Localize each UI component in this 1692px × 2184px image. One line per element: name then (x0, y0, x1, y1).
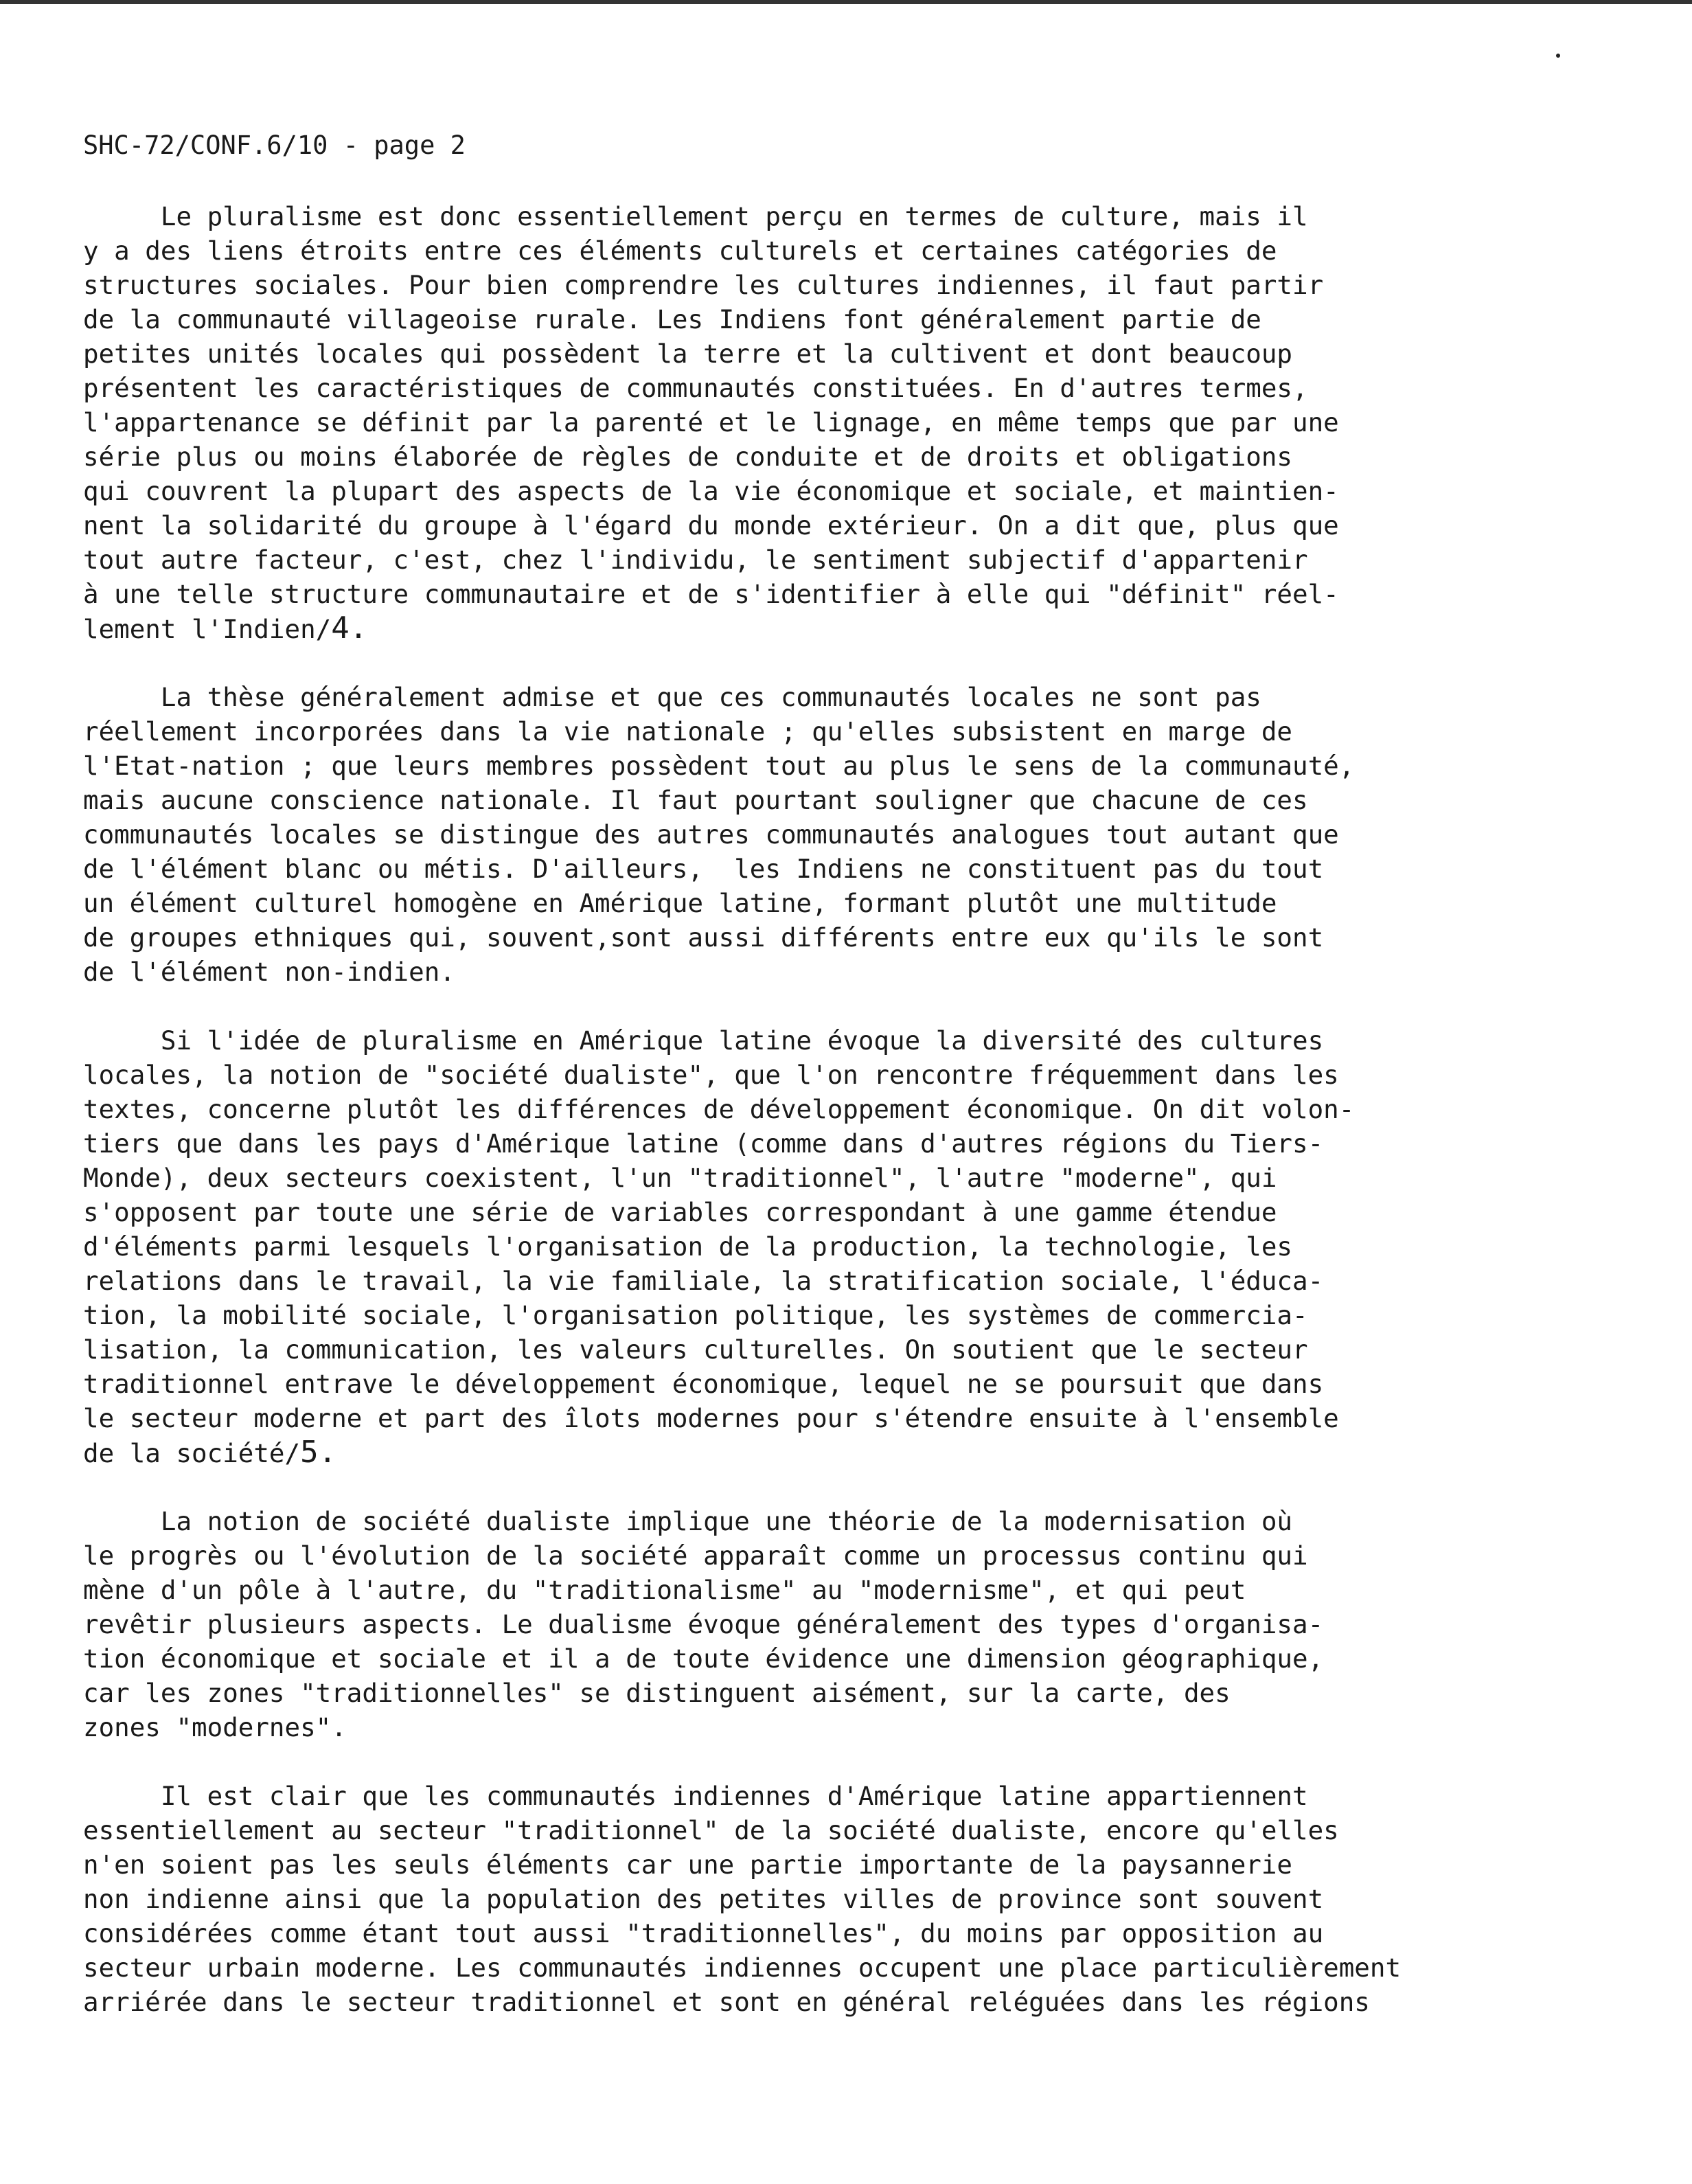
text-line: de la communauté villageoise rurale. Les Indiens font généralement partie de (83, 304, 1261, 334)
text-line: n'en soient pas les seuls éléments car une partie importante de la paysannerie (83, 1850, 1292, 1880)
text-line: le progrès ou l'évolution de la société apparaît comme un processus continu qui (83, 1540, 1308, 1571)
text-line: communautés locales se distingue des autres communautés analogues tout autant que (83, 819, 1339, 850)
text-line: non indienne ainsi que la population des petites villes de province sont souvent (83, 1884, 1324, 1914)
text-line: petites unités locales qui possèdent la terre et la cultivent et dont beaucoup (83, 339, 1292, 369)
text-line: Si l'idée de pluralisme en Amérique latine évoque la diversité des cultures (83, 1025, 1324, 1056)
text-line (83, 611, 1553, 646)
text-line: tout autre facteur, c'est, chez l'individu, le sentiment subjectif d'appartenir (83, 545, 1308, 575)
footnote-ref: 5. (300, 1435, 337, 1470)
text-line: présentent les caractéristiques de communautés constituées. En d'autres termes, (83, 373, 1308, 403)
text-line: réellement incorporées dans la vie nationale ; qu'elles subsistent en marge de (83, 716, 1292, 747)
text-line: locales, la notion de "société dualiste", que l'on rencontre fréquemment dans les (83, 1060, 1339, 1090)
text-line: l'appartenance se définit par la parenté et le lignage, en même temps que par une (83, 407, 1339, 437)
text-segment: de la société/ (83, 1438, 301, 1468)
paragraph-5 (83, 1779, 1553, 2019)
paragraph-1 (83, 199, 1553, 646)
text-line: traditionnel entrave le développement économique, lequel ne se poursuit que dans (83, 1369, 1324, 1399)
text-line: textes, concerne plutôt les différences de développement économique. On dit volon- (83, 1094, 1355, 1124)
text-line: mais aucune conscience nationale. Il faut pourtant souligner que chacune de ces (83, 785, 1308, 815)
text-line: y a des liens étroits entre ces éléments culturels et certaines catégories de (83, 236, 1277, 266)
page-header: SHC-72/CONF.6/10 - page 2 (83, 130, 466, 160)
text-line: revêtir plusieurs aspects. Le dualisme évoque généralement des types d'organisa- (83, 1609, 1324, 1639)
text-line: nent la solidarité du groupe à l'égard du monde extérieur. On a dit que, plus que (83, 510, 1339, 541)
text-line: tiers que dans les pays d'Amérique latine (comme dans d'autres régions du Tiers- (83, 1128, 1324, 1159)
text-line: La thèse généralement admise et que ces communautés locales ne sont pas (83, 682, 1261, 712)
text-line: à une telle structure communautaire et de s'identifier à elle qui "définit" réel- (83, 579, 1339, 609)
paragraph-4 (83, 1504, 1553, 1744)
text-line: mène d'un pôle à l'autre, du "traditionalisme" au "modernisme", et qui peut (83, 1575, 1246, 1605)
text-line: s'opposent par toute une série de variables correspondant à une gamme étendue (83, 1197, 1277, 1227)
text-line: zones "modernes". (83, 1712, 347, 1742)
text-line: le secteur moderne et part des îlots modernes pour s'étendre ensuite à l'ensemble (83, 1403, 1339, 1433)
text-line: de groupes ethniques qui, souvent,sont aussi différents entre eux qu'ils le sont (83, 922, 1324, 953)
text-line: secteur urbain moderne. Les communautés indiennes occupent une place particulièrement (83, 1953, 1402, 1983)
text-line: l'Etat-nation ; que leurs membres possèdent tout au plus le sens de la communauté, (83, 751, 1355, 781)
text-segment: lement l'Indien/ (83, 614, 332, 644)
text-line (83, 1435, 1553, 1470)
text-line: série plus ou moins élaborée de règles de conduite et de droits et obligations (83, 442, 1292, 472)
text-line: Il est clair que les communautés indiennes d'Amérique latine appartiennent (83, 1781, 1308, 1811)
text-line: essentiellement au secteur "traditionnel" de la société dualiste, encore qu'elles (83, 1815, 1339, 1845)
text-line: qui couvrent la plupart des aspects de la vie économique et sociale, et maintien- (83, 476, 1339, 506)
text-line: tion, la mobilité sociale, l'organisation politique, les systèmes de commercia- (83, 1300, 1308, 1330)
top-edge-rule (0, 0, 1692, 4)
text-line: considérées comme étant tout aussi "traditionnelles", du moins par opposition au (83, 1918, 1324, 1948)
text-line: car les zones "traditionnelles" se distinguent aisément, sur la carte, des (83, 1678, 1231, 1708)
text-line: arriérée dans le secteur traditionnel et sont en général reléguées dans les régions (83, 1987, 1370, 2017)
text-line: d'éléments parmi lesquels l'organisation de la production, la technologie, les (83, 1231, 1292, 1262)
text-line: La notion de société dualiste implique une théorie de la modernisation où (83, 1506, 1292, 1536)
text-line: de l'élément blanc ou métis. D'ailleurs, les Indiens ne constituent pas du tout (83, 854, 1324, 884)
scan-speck (1556, 54, 1560, 58)
text-line: structures sociales. Pour bien comprendre les cultures indiennes, il faut partir (83, 270, 1324, 300)
paragraph-2 (83, 680, 1553, 989)
paragraph-3 (83, 1023, 1553, 1470)
text-line: lisation, la communication, les valeurs culturelles. On soutient que le secteur (83, 1334, 1308, 1365)
text-line: Monde), deux secteurs coexistent, l'un "traditionnel", l'autre "moderne", qui (83, 1163, 1277, 1193)
text-line: un élément culturel homogène en Amérique latine, formant plutôt une multitude (83, 888, 1277, 918)
text-line: Le pluralisme est donc essentiellement perçu en termes de culture, mais il (83, 201, 1308, 231)
text-line: de l'élément non-indien. (83, 957, 455, 987)
text-line: tion économique et sociale et il a de toute évidence une dimension géographique, (83, 1643, 1324, 1674)
footnote-ref: 4. (331, 611, 368, 646)
text-line: relations dans le travail, la vie familiale, la stratification sociale, l'éduca- (83, 1266, 1324, 1296)
